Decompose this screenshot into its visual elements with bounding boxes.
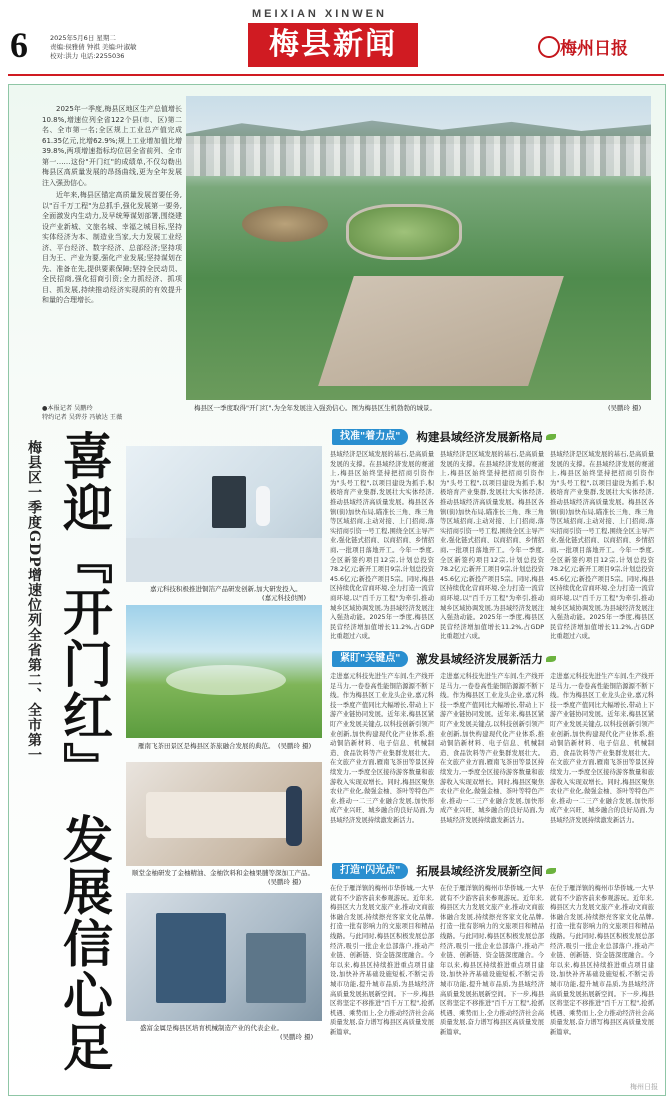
pomelo-caption: 顺堂金柚研发了金柚精油、金柚饮料和金柚果脯等深加工产品。 [132,869,314,877]
section-2-heading [332,650,556,668]
section-2-tag: 紧盯"关键点" [332,651,408,667]
lab-machine [212,476,246,528]
aerial-caption-credit: (吴鹏玲 摄) [608,404,642,412]
factory-machine [156,913,226,1003]
product-display [146,792,296,838]
section-3-text: 在位于雁洋镇的梅州市华侨城,一大早就有不少游客前来参观游玩。近年来,梅县区大力发展文旅产业,推动文商旅体融合发展,持续擦亮客家文化品牌,打造一批有影响力的文旅项目和精品线路。与此同时,梅县区积极发展总部经济,吸引一批企业总部落户,推动产业链、创新链、资金链深度融合。今年以来,梅县区持续推进重点项目建设,加快补齐基础设施短板,不断完善城市功能,提升城市品质,为县域经济高质量发展拓展新空间。下一步,梅县区将坚定不移推进"百千万工程",抢抓机遇、乘势而上,全力推动经济社会高质量发展,奋力谱写梅县区高质量发展新篇章。 [330,885,434,1036]
tea-field-credit: (吴鹏玲 摄) [278,742,312,750]
section-2-text-cont2: 走进嘉元科技先进生产车间,生产线开足马力,一卷卷高性能铜箔源源不断下线。作为梅县区工业龙头企业,嘉元科技一季度产值同比大幅增长,带动上下游产业链协同发展。近年来,梅县区紧盯产业发展关键点,以科技创新引领产业创新,加快构建现代化产业体系,推动铜箔新材料、电子信息、机械制造、食品饮料等产业集群发展壮大。在文旅产业方面,雁南飞茶田等景区持续发力,一季度全区接待游客数量和旅游收入实现双增长。同时,梅县区聚焦农业产业化,做强金柚、茶叶等特色产业,推动一二三产业融合发展,加快形成产业兴旺、城乡融合的良好局面,为县域经济发展持续激发新活力。 [550,673,654,824]
section-3-tag: 打造"闪光点" [332,863,408,879]
intro-text [42,104,182,306]
section-3-heading [332,862,556,880]
section-1-heading [332,428,556,446]
section-3-title: 拓展县域经济发展新空间 [416,864,543,878]
tea-field-caption: 雁南飞茶田景区是梅县区茶旅融合发展的典范。 [138,742,275,750]
aerial-city-photo [186,96,651,400]
newspaper-logo-icon [538,36,560,58]
pomelo-credit: (吴鹏玲 摄) [268,878,302,886]
section-2-body [330,672,654,856]
page-meta [50,34,137,61]
lab-photo-credit: (嘉元科技供图) [262,594,307,602]
tea-field-photo [126,605,322,738]
leaf-icon [546,868,556,874]
intro-paragraph-1: 2025年一季度,梅县区地区生产总值增长10.8%,增速位列全省122个县(市、区)第二名、全市第一名;全区规上工业总产值完成61.35亿元,比增62.9%;规上工业增加值比增39.8%,两项增速指标均位居全省前列、全市第一……这份"开门红"的成绩单,不仅勾勒出梅县区高质量发展的昂扬曲线,更为全年发展注入强劲信心。 [42,105,182,187]
vertical-subtitle: 梅县区一季度GDP增速位列全省第二、全市第一 [26,440,42,763]
watermark: 梅州日报 [630,1083,658,1091]
section-3-text-cont: 在位于雁洋镇的梅州市华侨城,一大早就有不少游客前来参观游玩。近年来,梅县区大力发展文旅产业,推动文商旅体融合发展,持续擦亮客家文化品牌,打造一批有影响力的文旅项目和精品线路。与此同时,梅县区积极发展总部经济,吸引一批企业总部落户,推动产业链、创新链、资金链深度融合。今年以来,梅县区持续推进重点项目建设,加快补齐基础设施短板,不断完善城市功能,提升城市品质,为县域经济高质量发展拓展新空间。下一步,梅县区将坚定不移推进"百千万工程",抢抓机遇、乘势而上,全力推动经济社会高质量发展,奋力谱写梅县区高质量发展新篇章。 [440,885,544,1036]
factory-caption: 盛富金属是梅县区培育机械制造产业的代表企业。 [140,1024,283,1032]
person-figure [286,786,302,846]
section-2-text: 走进嘉元科技先进生产车间,生产线开足马力,一卷卷高性能铜箔源源不断下线。作为梅县区工业龙头企业,嘉元科技一季度产值同比大幅增长,带动上下游产业链协同发展。近年来,梅县区紧盯产业发展关键点,以科技创新引领产业创新,加快构建现代化产业体系,推动铜箔新材料、电子信息、机械制造、食品饮料等产业集群发展壮大。在文旅产业方面,雁南飞茶田等景区持续发力,一季度全区接待游客数量和旅游收入实现双增长。同时,梅县区聚焦农业产业化,做强金柚、茶叶等特色产业,推动一二三产业融合发展,加快形成产业兴旺、城乡融合的良好局面,为县域经济发展持续激发新活力。 [330,673,434,824]
photo-sports-field [346,204,462,260]
photo-stadium [242,206,328,242]
section-pinyin: MEIXIAN XINWEN [252,8,387,20]
section-1-text: 县域经济是区域发展的基石,是高质量发展的支撑。在县域经济发展的赛道上,梅县区始终坚持把招商引资作为"头号工程",以项目建设为抓手,积极培育产业集群,发展壮大实体经济,推动县域经济高质量发展。梅县区各镇(街)加快布局,瞄准长三角、珠三角等区域招商,主动对接、上门招商,落实招商引资一号工程,围绕全区主导产业,强化链式招商、以商招商、乡情招商,一批项目落地开工。今年一季度,全区新签约项目12宗,计划总投资78.2亿元;新开工项目9宗,计划总投资45.6亿元;新投产项目5宗。同时,梅县区持续优化营商环境,全力打造一流营商环境,以"百千万工程"为牵引,推动城乡区域协调发展,为县域经济发展注入强劲动能。2025年一季度,梅县区民营经济增加值增长11.2%,占GDP比重超过六成。 [330,451,435,641]
factory-press [246,933,306,1003]
reporter-credits: ●本报记者 吴鹏玲 特约记者 吴碧芬 冯敏达 王薇 [42,405,123,421]
section-1-title: 构建县域经济发展新格局 [416,430,543,444]
section-3-body [330,884,654,1084]
pomelo-products-photo [126,762,322,866]
leaf-icon [546,434,556,440]
meta-date: 2025年5月6日 星期二 [50,34,116,42]
photo-city-skyline [186,136,651,176]
meta-proof: 校对:洪力 电话:2255036 [50,52,125,60]
factory-credit: (吴鹏玲 摄) [280,1033,314,1041]
header-divider [8,74,664,76]
photo-plaza [318,276,564,386]
meta-editors: 责编:侯雅倩 钟祺 美编:叶淑敏 [50,43,137,51]
section-2-text-cont: 走进嘉元科技先进生产车间,生产线开足马力,一卷卷高性能铜箔源源不断下线。作为梅县区工业龙头企业,嘉元科技一季度产值同比大幅增长,带动上下游产业链协同发展。近年来,梅县区紧盯产业发展关键点,以科技创新引领产业创新,加快构建现代化产业体系,推动铜箔新材料、电子信息、机械制造、食品饮料等产业集群发展壮大。在文旅产业方面,雁南飞茶田等景区持续发力,一季度全区接待游客数量和旅游收入实现双增长。同时,梅县区聚焦农业产业化,做强金柚、茶叶等特色产业,推动一二三产业融合发展,加快形成产业兴旺、城乡融合的良好局面,为县域经济发展持续激发新活力。 [440,673,544,824]
tea-dancers [166,665,286,695]
lab-photo [126,446,322,582]
lab-bench [126,538,322,582]
factory-photo [126,893,322,1021]
aerial-caption: 梅县区一季度取得"开门红",为全年发展注入强劲信心。图为梅县区生机勃勃的城景。 [194,404,437,412]
section-1-body [330,450,655,641]
page-number: 6 [10,25,28,65]
newspaper-logo: 梅州日报 [560,39,628,59]
main-headline: 喜迎『开门红』 发展信心足 [55,430,114,1074]
lab-photo-caption: 嘉元科技积极推进铜箔产品研发创新,加大研发投入。 [150,585,302,593]
leaf-icon [546,656,556,662]
section-1-text-cont: 县域经济是区域发展的基石,是高质量发展的支撑。在县域经济发展的赛道上,梅县区始终坚持把招商引资作为"头号工程",以项目建设为抓手,积极培育产业集群,发展壮大实体经济,推动县域经济高质量发展。梅县区各镇(街)加快布局,瞄准长三角、珠三角等区域招商,主动对接、上门招商,落实招商引资一号工程,围绕全区主导产业,强化链式招商、以商招商、乡情招商,一批项目落地开工。今年一季度,全区新签约项目12宗,计划总投资78.2亿元;新开工项目9宗,计划总投资45.6亿元;新投产项目5宗。同时,梅县区持续优化营商环境,全力打造一流营商环境,以"百千万工程"为牵引,推动城乡区域协调发展,为县域经济发展注入强劲动能。2025年一季度,梅县区民营经济增加值增长11.2%,占GDP比重超过六成。 [440,451,545,641]
section-3-text-cont2: 在位于雁洋镇的梅州市华侨城,一大早就有不少游客前来参观游玩。近年来,梅县区大力发展文旅产业,推动文商旅体融合发展,持续擦亮客家文化品牌,打造一批有影响力的文旅项目和精品线路。与此同时,梅县区积极发展总部经济,吸引一批企业总部落户,推动产业链、创新链、资金链深度融合。今年以来,梅县区持续推进重点项目建设,加快补齐基础设施短板,不断完善城市功能,提升城市品质,为县域经济高质量发展拓展新空间。下一步,梅县区将坚定不移推进"百千万工程",抢抓机遇、乘势而上,全力推动经济社会高质量发展,奋力谱写梅县区高质量发展新篇章。 [550,885,654,1036]
intro-paragraph-2: 近年来,梅县区锚定高质量发展首要任务,以"百千万工程"为总抓手,强化发展第一要务,全面激发内生动力,及早统筹谋划部署,围绕建设产业新城、文旅名城、幸福之城目标,坚持实体经济为本、制造业当家,大力发展工业经济、平台经济、数字经济、总部经济;坚持项目为王、产业为要,强化产业发展;坚持谋划在先、准备在先,提供要素保障;坚持全民动员、全民招商,强化招商引资;全力抓经济、抓项目、抓发展,持续推动经济实现质的有效提升和量的合理增长。 [42,191,182,304]
lab-worker [256,486,270,526]
section-1-tag: 找准"着力点" [332,429,408,445]
section-2-title: 激发县域经济发展新活力 [416,652,543,666]
section-title: 梅县新闻 [248,23,418,67]
page-header [0,0,672,78]
section-1-text-cont2: 县域经济是区域发展的基石,是高质量发展的支撑。在县域经济发展的赛道上,梅县区始终坚持把招商引资作为"头号工程",以项目建设为抓手,积极培育产业集群,发展壮大实体经济,推动县域经济高质量发展。梅县区各镇(街)加快布局,瞄准长三角、珠三角等区域招商,主动对接、上门招商,落实招商引资一号工程,围绕全区主导产业,强化链式招商、以商招商、乡情招商,一批项目落地开工。今年一季度,全区新签约项目12宗,计划总投资78.2亿元;新开工项目9宗,计划总投资45.6亿元;新投产项目5宗。同时,梅县区持续优化营商环境,全力打造一流营商环境,以"百千万工程"为牵引,推动城乡区域协调发展,为县域经济发展注入强劲动能。2025年一季度,梅县区民营经济增加值增长11.2%,占GDP比重超过六成。 [550,451,655,641]
